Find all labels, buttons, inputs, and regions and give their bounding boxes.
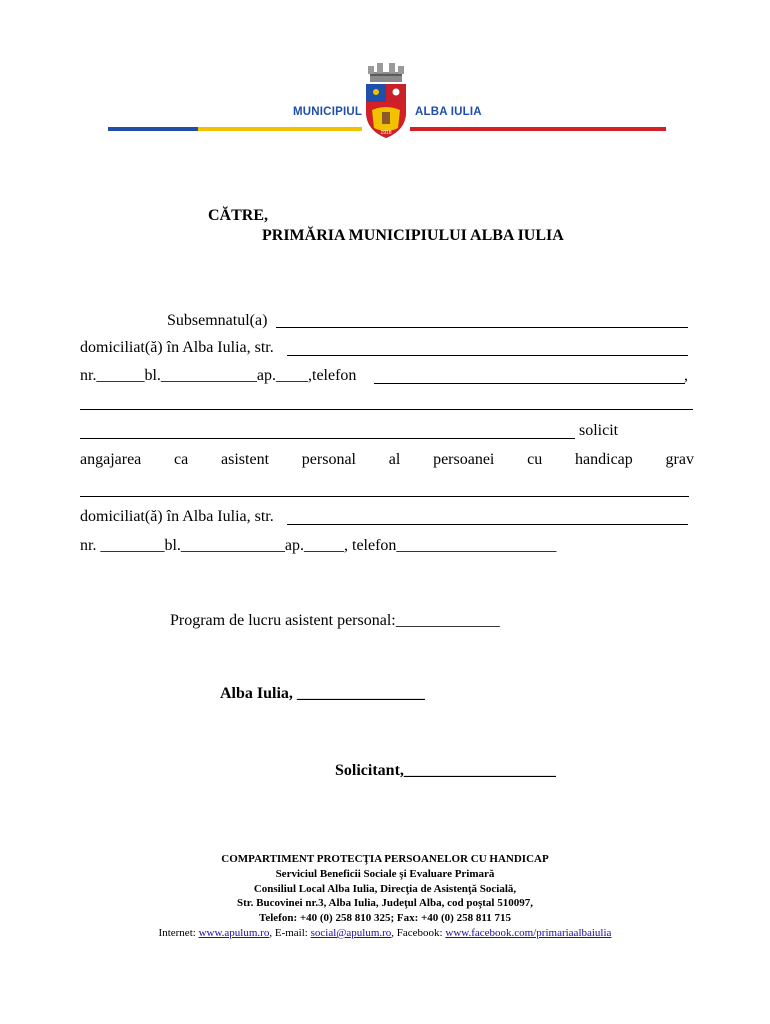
header-left-word: MUNICIPIUL: [293, 106, 363, 118]
blank-line-1[interactable]: [80, 409, 693, 410]
justified-word: angajarea: [80, 451, 142, 468]
justified-word: cu: [527, 451, 543, 468]
coat-of-arms-logo: [360, 58, 412, 140]
justified-word: persoanei: [433, 451, 495, 468]
justified-word: asistent: [221, 451, 270, 468]
subsemnatul-label: Subsemnatul(a): [167, 312, 268, 329]
footer-contact-line: [0, 926, 770, 941]
footer: [0, 852, 770, 941]
facebook-link[interactable]: www.facebook.com/primariaalbaiulia: [445, 926, 612, 939]
stripe-yellow: [198, 127, 362, 131]
footer-line-5: Telefon: +40 (0) 258 810 325; Fax: +40 (0) 258 811 715: [259, 912, 511, 925]
angajarea-line: [80, 451, 694, 469]
solicitant-label: Solicitant,___________________: [335, 762, 556, 779]
addressee-line1: CĂTRE,: [208, 207, 269, 224]
facebook-label: , Facebook:: [391, 926, 446, 939]
comma-1: ,: [684, 367, 688, 384]
justified-word: ca: [174, 451, 189, 468]
address-numbers-line-1: nr.______bl.____________ap.____,telefon: [80, 367, 357, 384]
email-link[interactable]: social@apulum.ro: [310, 926, 392, 939]
website-link[interactable]: www.apulum.ro: [198, 926, 270, 939]
footer-line-2: Serviciul Beneficii Sociale şi Evaluare Primară: [275, 867, 495, 880]
email-label: , E-mail:: [269, 926, 311, 939]
blank-line-2[interactable]: [80, 438, 575, 439]
justified-word: personal: [301, 451, 356, 468]
name-field-line[interactable]: [276, 327, 688, 328]
addressee-line2: PRIMĂRIA MUNICIPIULUI ALBA IULIA: [262, 227, 564, 244]
justified-word: grav: [665, 451, 694, 468]
internet-label: Internet:: [158, 926, 199, 939]
footer-line-1: COMPARTIMENT PROTECŢIA PERSOANELOR CU HANDICAP: [221, 853, 549, 865]
stripe-blue: [108, 127, 198, 131]
program-label: Program de lucru asistent personal:_____________: [170, 612, 500, 629]
stripe-red: [410, 127, 666, 131]
header-right-word: ALBA IULIA: [415, 106, 482, 118]
justified-word: handicap: [575, 451, 633, 468]
justified-word: al: [388, 451, 401, 468]
phone-field-line-1[interactable]: [374, 383, 685, 384]
solicit-word: solicit: [579, 422, 619, 439]
city-date-label: Alba Iulia, ________________: [220, 685, 425, 702]
shield-icon: [366, 84, 406, 138]
blank-line-3[interactable]: [80, 496, 689, 497]
street-field-line-1[interactable]: [287, 355, 688, 356]
street-field-line-2[interactable]: [287, 524, 688, 525]
footer-line-3: Consiliul Local Alba Iulia, Direcţia de Asistenţă Socială,: [253, 882, 517, 895]
domiciliat-label-1: domiciliat(ă) în Alba Iulia, str.: [80, 339, 274, 356]
domiciliat-label-2: domiciliat(ă) în Alba Iulia, str.: [80, 508, 274, 525]
svg-text:1918: 1918: [380, 130, 392, 136]
footer-line-4: Str. Bucovinei nr.3, Alba Iulia, Judeţul Alba, cod poştal 510097,: [237, 897, 533, 910]
address-numbers-line-2: nr. ________bl._____________ap._____, telefon____________________: [80, 537, 557, 554]
crown-icon: [368, 63, 404, 82]
